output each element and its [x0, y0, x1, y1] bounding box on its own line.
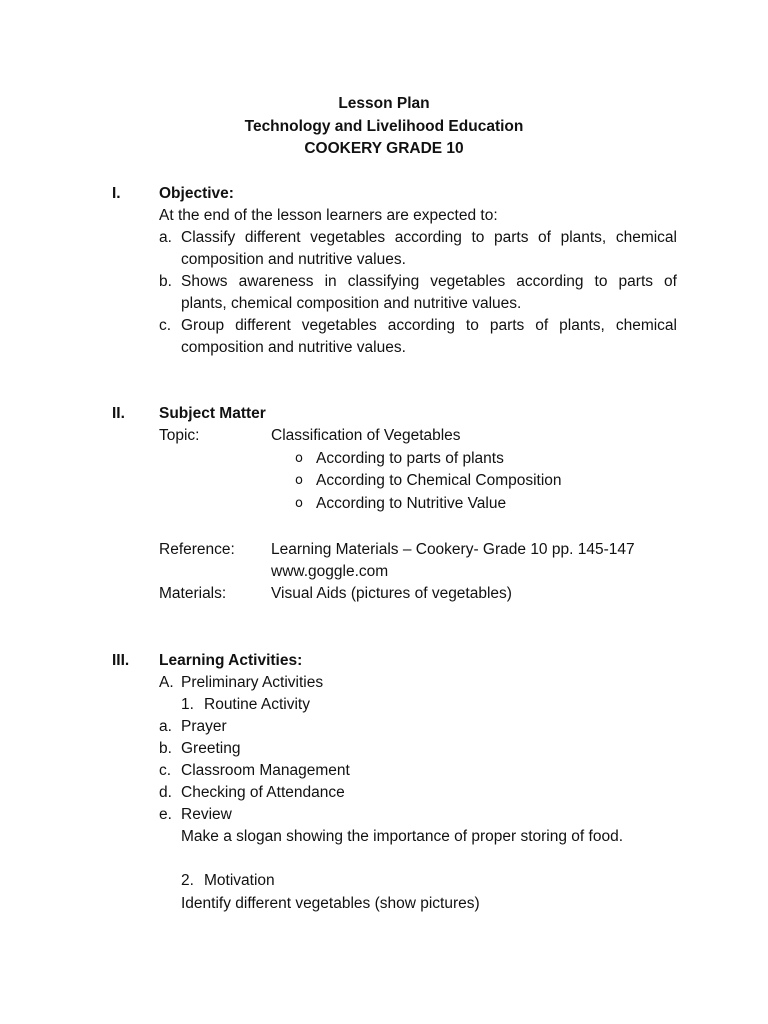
- topic-value: Classification of Vegetables: [271, 427, 461, 444]
- bullet-marker: o: [295, 473, 303, 488]
- motivation-number: 2.: [181, 872, 194, 889]
- section-3-number: III.: [112, 652, 130, 669]
- activity-c-label: c.: [159, 762, 172, 779]
- activity-d-text: Checking of Attendance: [181, 784, 345, 801]
- materials-label: Materials:: [159, 585, 227, 602]
- motivation-text: Identify different vegetables (show pictures): [181, 895, 480, 912]
- materials-value: Visual Aids (pictures of vegetables): [271, 585, 512, 602]
- section-2-number: II.: [112, 405, 125, 422]
- bullet-marker: o: [295, 451, 303, 466]
- activity-c-text: Classroom Management: [181, 762, 350, 779]
- objective-a-label: a.: [159, 229, 172, 246]
- section-2-title: Subject Matter: [159, 405, 266, 422]
- objective-intro: At the end of the lesson learners are expected to:: [159, 207, 498, 224]
- review-text: Make a slogan showing the importance of proper storing of food.: [181, 828, 624, 845]
- topic-bullet-1: According to parts of plants: [316, 450, 504, 467]
- sub-a-text: Preliminary Activities: [181, 674, 324, 691]
- section-1-title: Objective:: [159, 185, 234, 202]
- activity-b-label: b.: [159, 740, 172, 757]
- activity-e-text: Review: [181, 806, 232, 823]
- activity-a-label: a.: [159, 718, 172, 735]
- objective-b-line2: plants, chemical composition and nutritive values.: [181, 295, 522, 312]
- objective-c-label: c.: [159, 317, 172, 334]
- topic-bullet-2: According to Chemical Composition: [316, 472, 562, 489]
- objective-b-label: b.: [159, 273, 172, 290]
- activity-b-text: Greeting: [181, 740, 241, 757]
- objective-b-line1: Shows awareness in classifying vegetables according to parts of: [181, 273, 677, 290]
- doc-subject: Technology and Livelihood Education: [244, 118, 524, 135]
- routine-text: Routine Activity: [204, 696, 310, 713]
- objective-c-line2: composition and nutritive values.: [181, 339, 406, 356]
- section-3-title: Learning Activities:: [159, 652, 303, 669]
- activity-d-label: d.: [159, 784, 172, 801]
- doc-title: Lesson Plan: [338, 95, 430, 112]
- objective-c-line1: Group different vegetables according to parts of plants, chemical: [181, 317, 677, 334]
- reference-value: Learning Materials – Cookery- Grade 10 pp. 145-147: [271, 541, 635, 558]
- topic-bullet-3: According to Nutritive Value: [316, 495, 507, 512]
- reference-url: www.goggle.com: [271, 563, 389, 580]
- routine-number: 1.: [181, 696, 194, 713]
- reference-label: Reference:: [159, 541, 235, 558]
- doc-grade: COOKERY GRADE 10: [304, 140, 464, 157]
- topic-label: Topic:: [159, 427, 200, 444]
- bullet-marker: o: [295, 496, 303, 511]
- motivation-title: Motivation: [204, 872, 275, 889]
- activity-a-text: Prayer: [181, 718, 227, 735]
- objective-a-line1: Classify different vegetables according to parts of plants, chemical: [181, 229, 677, 246]
- sub-a-label: A.: [159, 674, 174, 691]
- section-1-number: I.: [112, 185, 121, 202]
- activity-e-label: e.: [159, 806, 172, 823]
- objective-a-line2: composition and nutritive values.: [181, 251, 406, 268]
